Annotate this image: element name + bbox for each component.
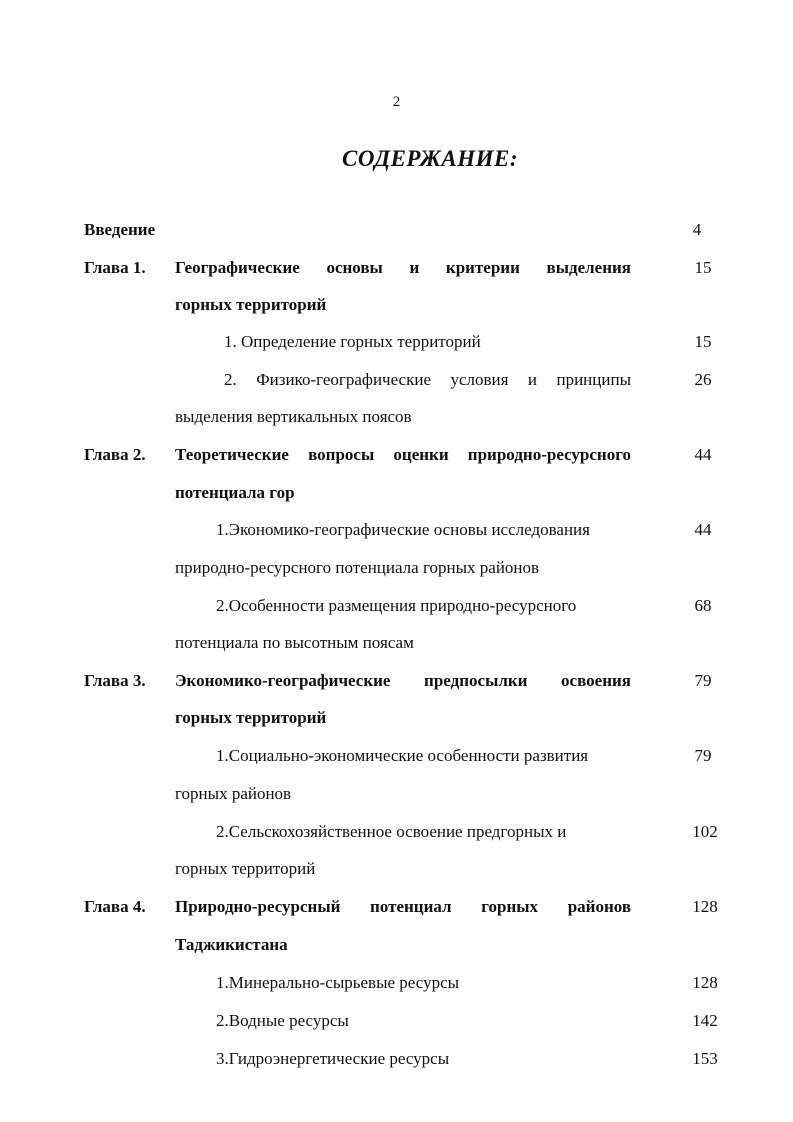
toc-ch4-page: 128 — [692, 897, 718, 916]
toc-ch1-s1-page: 15 — [694, 332, 712, 351]
toc-ch1-label: Глава 1. — [84, 258, 146, 277]
toc-ch3-page: 79 — [694, 671, 712, 690]
toc-ch2-s1-line1: 1.Экономико-географические основы исследования — [216, 520, 590, 539]
toc-ch2-label: Глава 2. — [84, 445, 146, 464]
toc-ch2-s2-line2: потенциала по высотным поясам — [175, 633, 414, 652]
toc-ch3-s2-line1: 2.Сельскохозяйственное освоение предгорных и — [216, 822, 567, 841]
toc-ch4-s2: 2.Водные ресурсы — [216, 1011, 349, 1030]
toc-ch4-title-line2: Таджикистана — [175, 935, 288, 954]
toc-ch1-s2-line1: 2. Физико-географические условия и принципы — [224, 370, 631, 389]
toc-ch4-s3-page: 153 — [692, 1049, 718, 1068]
toc-ch4-label: Глава 4. — [84, 897, 146, 916]
toc-ch2-s2-line1: 2.Особенности размещения природно-ресурсного — [216, 596, 577, 615]
toc-ch1-title-line2: горных территорий — [175, 295, 327, 314]
toc-ch3-s1-line1: 1.Социально-экономические особенности развития — [216, 746, 589, 765]
toc-ch2-title-line1: Теоретические вопросы оценки природно-ресурсного — [175, 445, 631, 464]
toc-intro-page: 4 — [692, 220, 702, 239]
toc-ch3-s2-page: 102 — [692, 822, 718, 841]
toc-ch3-label: Глава 3. — [84, 671, 146, 690]
toc-ch3-title-line1: Экономико-географические предпосылки освоения — [175, 671, 631, 690]
toc-ch3-s1-line2: горных районов — [175, 784, 292, 803]
page-title: СОДЕРЖАНИЕ: — [341, 146, 519, 171]
toc-ch4-title-line1: Природно-ресурсный потенциал горных районов — [175, 897, 631, 916]
toc-ch2-s2-page: 68 — [694, 596, 712, 615]
toc-ch4-s1-page: 128 — [692, 973, 718, 992]
toc-ch4-s2-page: 142 — [692, 1011, 718, 1030]
toc-ch2-title-line2: потенциала гор — [175, 483, 295, 502]
toc-ch4-s3: 3.Гидроэнергетические ресурсы — [216, 1049, 450, 1068]
toc-ch3-s2-line2: горных территорий — [175, 859, 316, 878]
page-number: 2 — [392, 94, 401, 110]
toc-ch1-s2-page: 26 — [694, 370, 712, 389]
toc-ch4-s1: 1.Минерально-сырьевые ресурсы — [216, 973, 460, 992]
toc-ch3-title-line2: горных территорий — [175, 708, 327, 727]
toc-intro-label: Введение — [84, 220, 156, 239]
toc-ch1-page: 15 — [694, 258, 712, 277]
toc-ch2-s1-line2: природно-ресурсного потенциала горных районов — [175, 558, 540, 577]
toc-ch1-s1: 1. Определение горных территорий — [224, 332, 481, 351]
toc-ch1-title-line1: Географические основы и критерии выделения — [175, 258, 631, 277]
toc-ch2-page: 44 — [694, 445, 712, 464]
toc-ch3-s1-page: 79 — [694, 746, 712, 765]
toc-ch2-s1-page: 44 — [694, 520, 712, 539]
toc-ch1-s2-line2: выделения вертикальных поясов — [175, 407, 412, 426]
